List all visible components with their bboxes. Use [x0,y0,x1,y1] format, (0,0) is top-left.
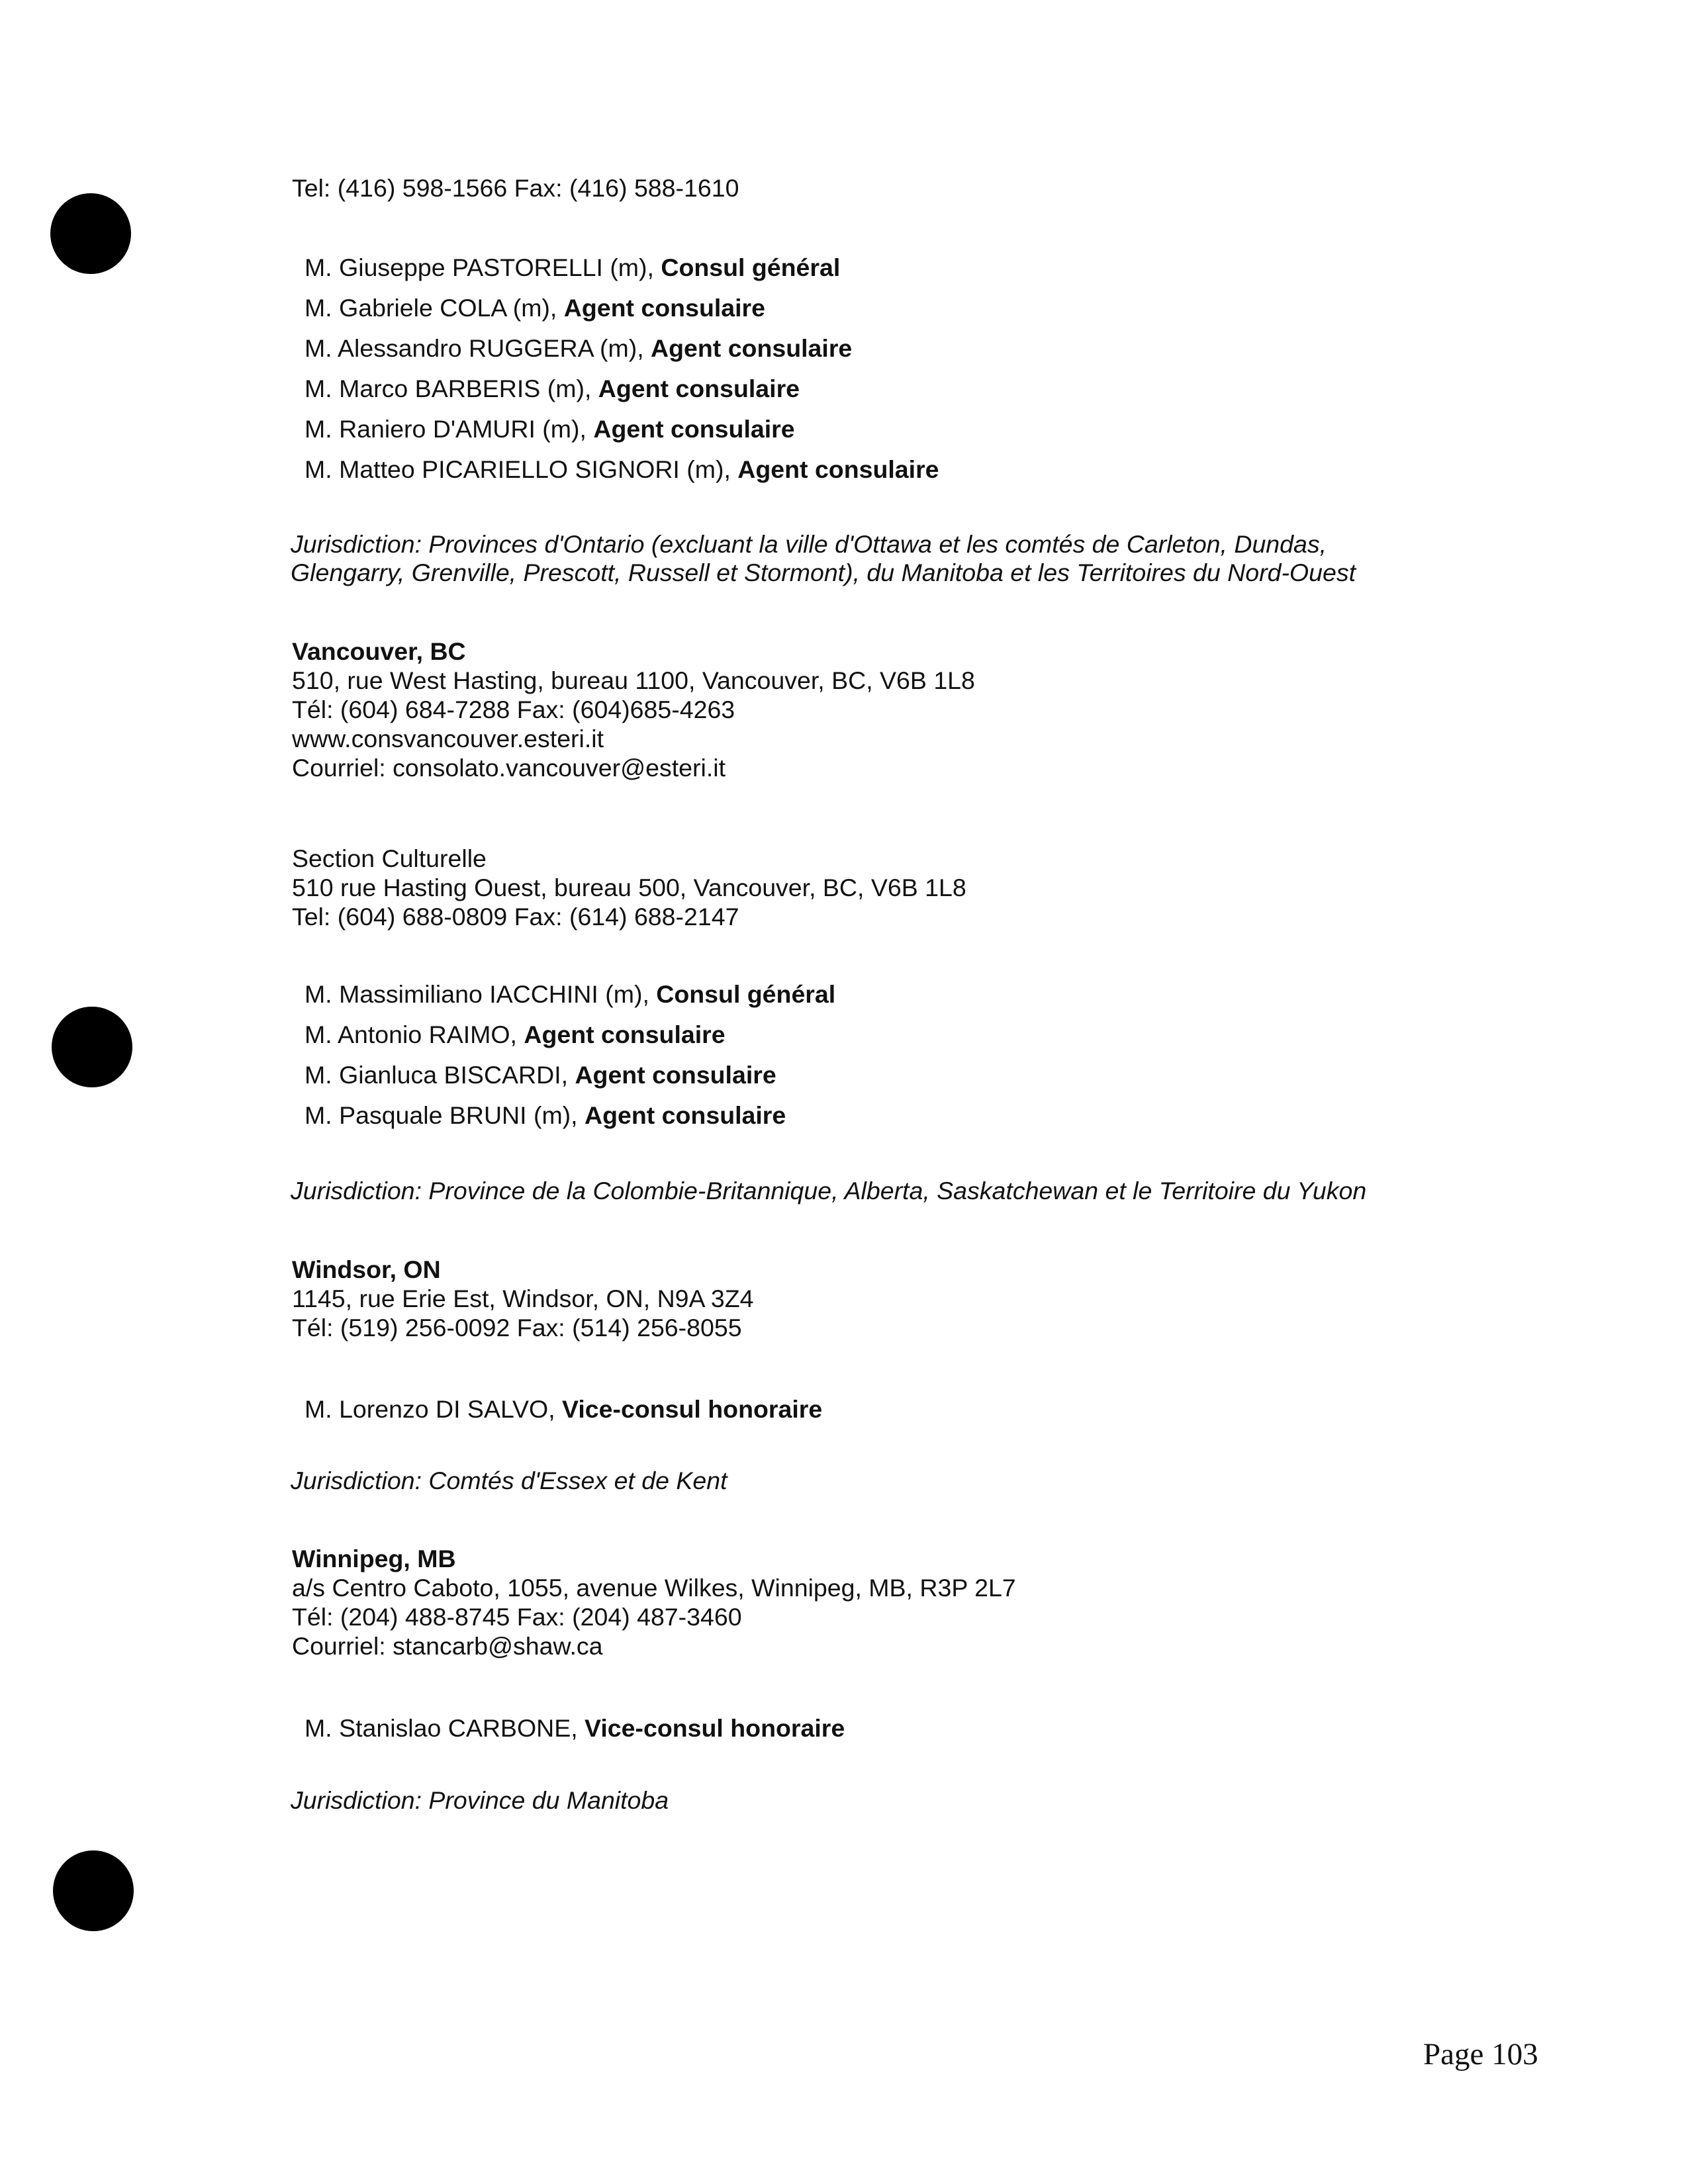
staff-name: M. Pasquale BRUNI (m), [305,1101,585,1129]
address-line: 510, rue West Hasting, bureau 1100, Vancouver, BC, V6B 1L8 [292,666,975,694]
staff-name: M. Matteo PICARIELLO SIGNORI (m), [305,455,738,483]
jurisdiction-text: Jurisdiction: Comtés d'Essex et de Kent [291,1467,727,1494]
section-heading-vancouver: Vancouver, BC [292,637,466,665]
staff-title: Agent consulaire [524,1021,726,1048]
staff-title: Agent consulaire [585,1101,786,1129]
staff-entry [305,1020,726,1049]
staff-name: M. Massimiliano IACCHINI (m), [305,980,657,1008]
phone-line: Tél: (604) 684-7288 Fax: (604)685-4263 [292,696,735,723]
jurisdiction-text: Glengarry, Grenville, Prescott, Russell et Stormont), du Manitoba et les Territoires du Nord-Ouest [291,559,1356,586]
section-heading-winnipeg: Winnipeg, MB [292,1545,456,1572]
address-line: 510 rue Hasting Ouest, bureau 500, Vancouver, BC, V6B 1L8 [292,874,966,901]
email-line: Courriel: consolato.vancouver@esteri.it [292,754,726,782]
phone-line: Tel: (604) 688-0809 Fax: (614) 688-2147 [292,903,739,931]
staff-entry [305,374,800,403]
staff-entry [305,334,852,363]
staff-name: M. Lorenzo DI SALVO, [305,1395,563,1423]
staff-entry [305,455,939,484]
staff-entry [305,979,835,1009]
staff-name: M. Gianluca BISCARDI, [305,1061,575,1089]
email-line: Courriel: stancarb@shaw.ca [292,1632,603,1660]
staff-entry [305,293,765,322]
jurisdiction-text: Jurisdiction: Provinces d'Ontario (excluant la ville d'Ottawa et les comtés de Carleton, Dundas, [291,530,1327,558]
toronto-contact-line: Tel: (416) 598-1566 Fax: (416) 588-1610 [292,174,739,202]
staff-entry [305,1101,786,1130]
staff-entry [305,253,840,282]
staff-title: Consul général [661,253,841,281]
staff-title: Agent consulaire [575,1061,776,1089]
staff-entry [305,1060,776,1089]
staff-name: M. Raniero D'AMURI (m), [305,415,594,443]
staff-name: M. Giuseppe PASTORELLI (m), [305,253,661,281]
staff-entry [305,1713,845,1743]
staff-title: Agent consulaire [593,415,795,443]
page-number: Page 103 [1423,2037,1538,2071]
website-line: www.consvancouver.esteri.it [292,725,604,752]
phone-line: Tél: (204) 488-8745 Fax: (204) 487-3460 [292,1603,742,1631]
jurisdiction-text: Jurisdiction: Province du Manitoba [291,1786,669,1814]
punch-hole-middle [52,1007,132,1087]
staff-title: Agent consulaire [651,334,853,362]
address-line: 1145, rue Erie Est, Windsor, ON, N9A 3Z4 [292,1285,754,1312]
staff-title: Consul général [656,980,836,1008]
staff-title: Vice-consul honoraire [585,1714,845,1742]
section-heading-windsor: Windsor, ON [292,1255,441,1283]
punch-hole-top [50,193,131,274]
staff-name: M. Stanislao CARBONE, [305,1714,585,1742]
staff-title: Agent consulaire [598,375,800,402]
staff-title: Agent consulaire [737,455,939,483]
staff-name: M. Alessandro RUGGERA (m), [305,334,651,362]
staff-title: Agent consulaire [563,294,765,322]
staff-title: Vice-consul honoraire [562,1395,823,1423]
staff-name: M. Gabriele COLA (m), [305,294,564,322]
jurisdiction-text: Jurisdiction: Province de la Colombie-Britannique, Alberta, Saskatchewan et le Territoire du Yukon [291,1177,1367,1205]
staff-name: M. Antonio RAIMO, [305,1021,524,1048]
punch-hole-bottom [53,1850,134,1931]
phone-line: Tél: (519) 256-0092 Fax: (514) 256-8055 [292,1314,742,1342]
cultural-section-title: Section Culturelle [292,844,487,872]
staff-entry [305,1394,822,1424]
address-line: a/s Centro Caboto, 1055, avenue Wilkes, Winnipeg, MB, R3P 2L7 [292,1574,1016,1602]
staff-name: M. Marco BARBERIS (m), [305,375,598,402]
staff-entry [305,414,795,443]
